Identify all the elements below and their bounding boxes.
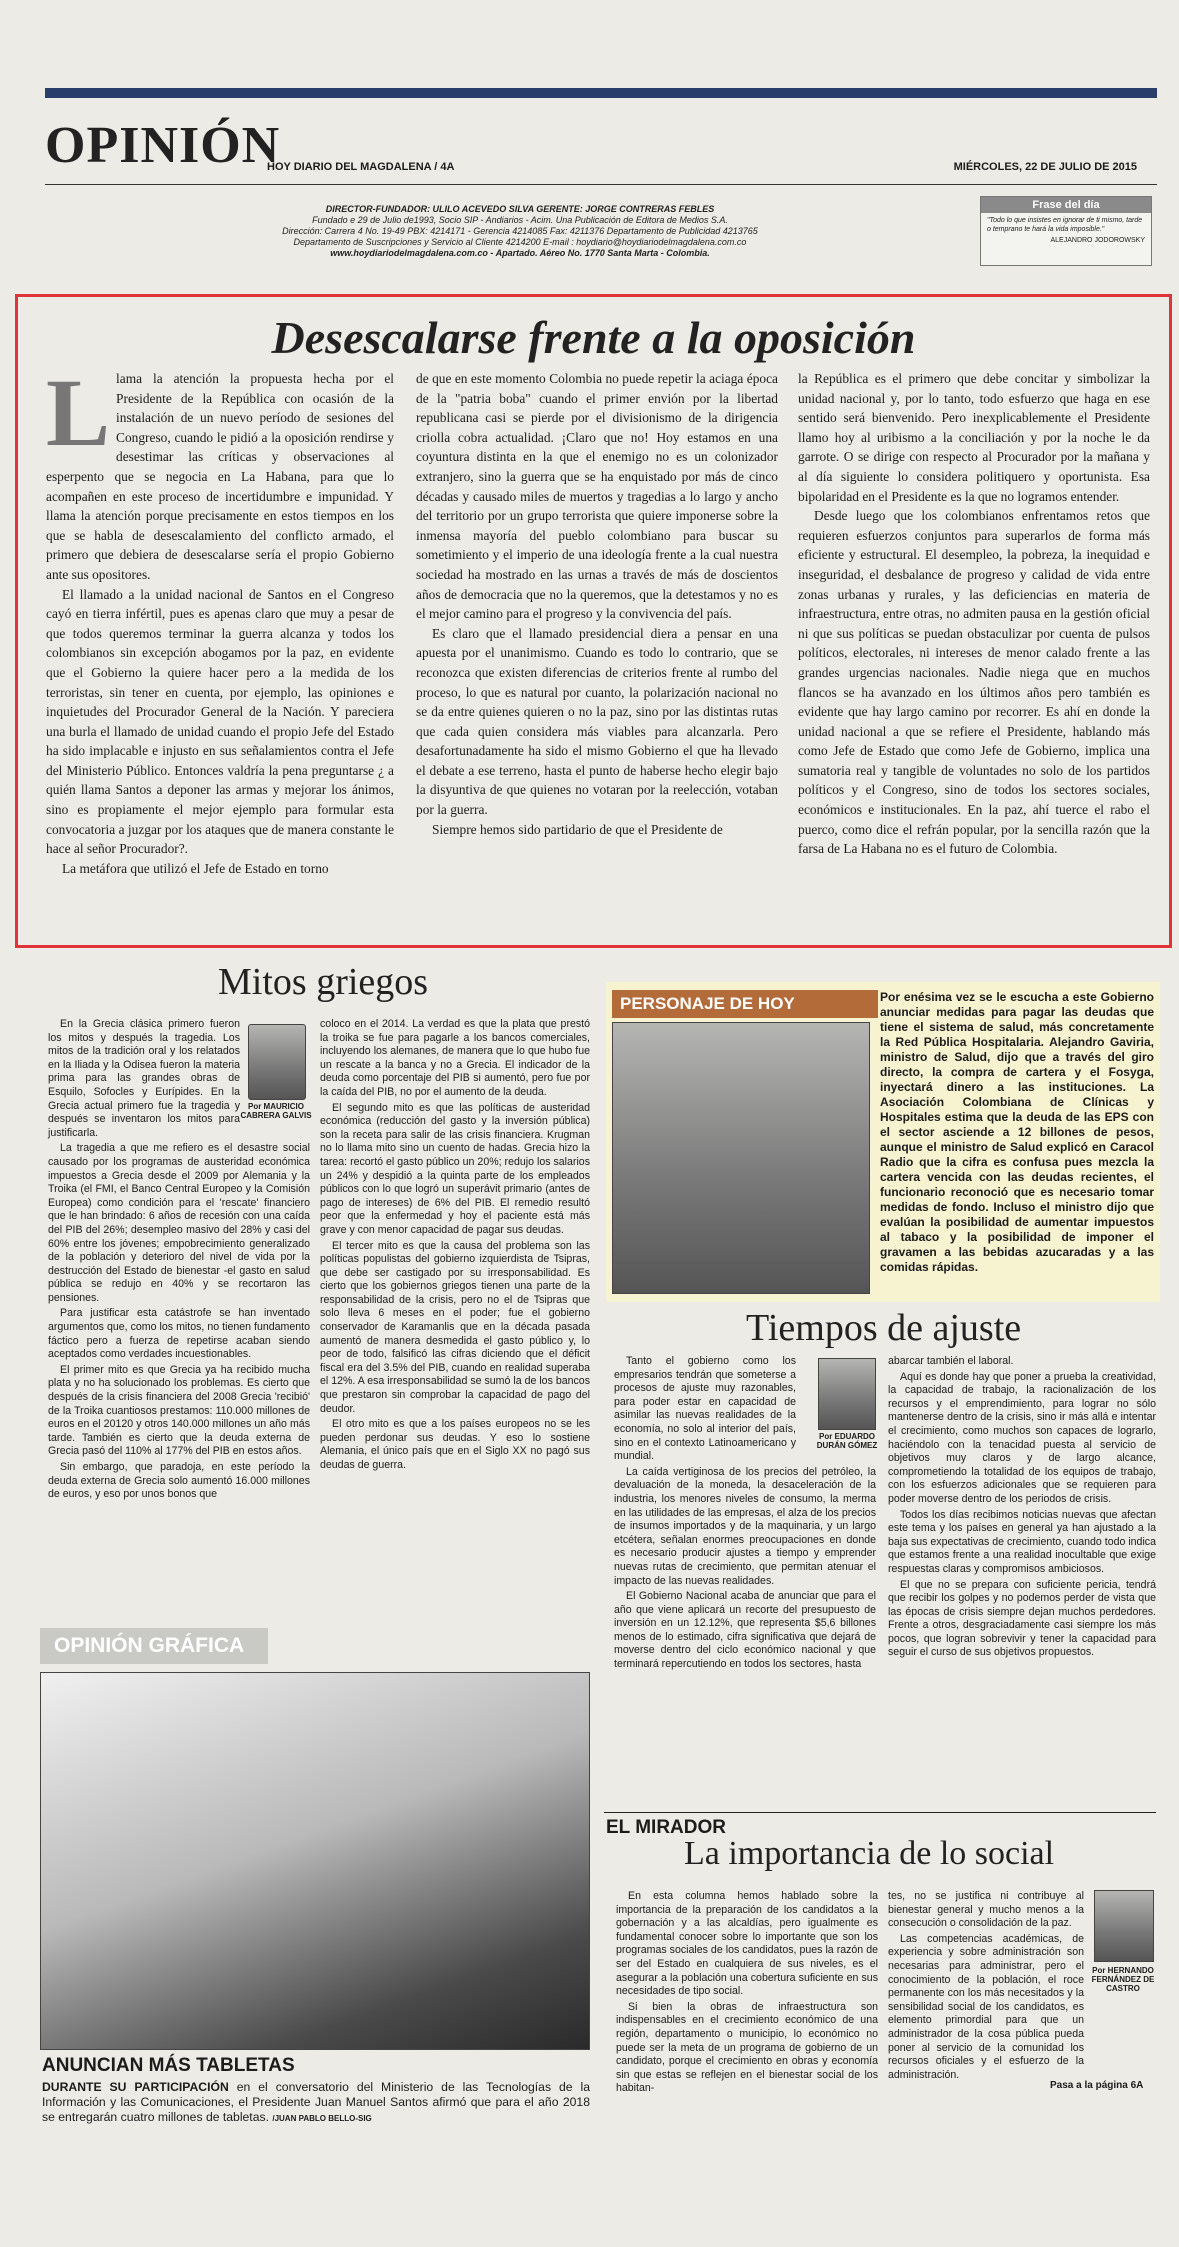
mitos-byline: Por MAURICIO CABRERA GALVIS — [240, 1102, 312, 1120]
paragraph: tes, no se justifica ni contribuye al bienestar general y mucho menos a la consecución o consolidación de la paz. — [888, 1890, 1084, 1930]
staff-line: Dirección: Carrera 4 No. 19-49 PBX: 4214171 - Gerencia 4214085 Fax: 4211376 Departamento de Publicidad 4213765 — [282, 226, 758, 236]
mitos-column-1 — [48, 1018, 310, 1504]
editorial-column-2 — [416, 369, 778, 839]
paragraph: de que en este momento Colombia no puede repetir la aciaga época de la "patria boba" cuando el primer envión por la libertad republicana casi se pierde por el divisionismo de la dirigencia criolla cobra actualidad. ¡Claro que no! Hoy estamos en una coyuntura distinta en la que el enemigo no es un colonizador extranjero, sino la guerra que se ha enquistado por más de cinco décadas y causado miles de muertos y tragedias a lo largo y ancho del territorio por un grupo terrorista que quiere imponerse sobre la inmensa mayoría del pueblo colombiano para buscar su sometimiento y el imperio de una ideología frente a la cual nuestra sociedad ha mostrado en las urnas a través de más de doscientos años de democracia que no la queremos, que la detestamos y no es el mejor camino para el progreso y la convivencia del país. — [416, 371, 778, 622]
paragraph: El que no se prepara con suficiente pericia, tendrá que recibir los golpes y no podemos perder de vista que las épocas de crisis siempre dejan muchos perdedores. Frente a otros, desgraciadamente casi siempre los más pocos, que logran sobrevivir y tener la capacidad para seguir el curso de sus objetivos propuestos. — [888, 1578, 1156, 1659]
paragraph: coloco en el 2014. La verdad es que la plata que prestó la troika se fue para pagarle a los bancos comerciales, incluyendo los alemanes, de manera que lo que hubo fue un rescate a la banca y no a Grecia. El indicador de la deuda como porcentaje del PIB si aumentó, pero fue por la caída del PIB, no por el aumento de la deuda. — [320, 1018, 590, 1098]
grafica-label: OPINIÓN GRÁFICA — [40, 1628, 268, 1664]
grafica-caption: en el conversatorio del Ministerio de las Tecnologías de la Información y las Comunicaciones, el Presidente Juan Manuel Santos afirmó que para el año 2018 se entregarán cuatro millones de tabletas. — [42, 2080, 591, 2124]
paragraph: En esta columna hemos hablado sobre la importancia de la preparación de los candidatos a la gobernación y a las alcaldías, pero igualmente es fundamental conocer sobre lo importante que son los programas sociales de los candidatos, pues la razón de ser del Estado en cualquiera de sus niveles, es el asegurar a la población una cobertura suficiente en sus necesidades de tipo social. — [616, 1890, 878, 1998]
editorial-box — [15, 294, 1172, 948]
staff-line: DIRECTOR-FUNDADOR: ULILO ACEVEDO SILVA GERENTE: JORGE CONTRERAS FEBLES — [325, 204, 715, 214]
tiempos-byline: Por EDUARDO DURÁN GÓMEZ — [816, 1432, 878, 1450]
quote-of-day — [980, 196, 1152, 266]
mirador-column-2 — [888, 1890, 1084, 2084]
staff-line: Fundado e 29 de Julio de1993, Socio SIP - Andiarios - Acim. Una Publicación de Editora de Medios S.A. — [312, 215, 728, 225]
paragraph: Aquí es donde hay que poner a prueba la creatividad, la capacidad de trabajo, la racionalización de los recursos y el emprendimiento, para lograr no sólo mantenerse dentro de la crisis, sino ir más allá e intentar el crecimiento, como muchos son capaces de lograrlo, haciéndolo con la tenacidad puesta al servicio de objetivos muy claros y de largo alcance, comprometiendo la totalidad de los equipos de trabajo, con los esfuerzos adicionales que se requieren para poder moverse dentro de los periodos de crisis. — [888, 1370, 1156, 1505]
editorial-title: Desescalarse frente a la oposición — [271, 312, 916, 363]
editorial-column-1 — [46, 359, 394, 878]
paragraph: Todos los días recibimos noticias nuevas que afectan este tema y los países en general ya han ajustado a la baja sus expectativas de crecimiento, cuando todo indica que estamos frente a una realidad inocultable que exige respuestas claras y compromisos ambiciosos. — [888, 1508, 1156, 1575]
masthead — [45, 106, 1157, 185]
paragraph: abarcar también el laboral. — [888, 1355, 1014, 1367]
grafica-credit: /JUAN PABLO BELLO-SIG — [272, 2114, 372, 2123]
paragraph: la República es el primero que debe concitar y simbolizar la unidad nacional y, por lo tanto, todo esfuerzo que haga en ese sentido será bienvenido. Pero inexplicablemente el Presidente llamo hoy al uribismo a la conciliación y por la noche le da garrote. O se dirige con respecto al Procurador por la mañana y al día siguiente lo considera politiquero y oportunista. Esa bipolaridad en el Presidente es la que no logramos entender. — [798, 371, 1150, 504]
mitos-title: Mitos griegos — [218, 961, 429, 1003]
editorial-column-3 — [798, 369, 1150, 859]
author-photo — [818, 1358, 876, 1430]
quote-author: ALEJANDRO JODOROWSKY — [1050, 237, 1145, 244]
paragraph: El otro mito es que a los países europeos no se les pueden perdonar sus deudas. Y eso lo sostiene Alemania, el único país que en el Siglo XX no pagó sus deudas de guerra. — [320, 1418, 590, 1471]
paragraph: El llamado a la unidad nacional de Santos en el Congreso cayó en tierra infértil, pues es apenas claro que muy a pesar de que todos queremos terminar la guerra alcanza y todos los colombianos sin excepción abogamos por la paz, en evidente que el Gobierno la quiere hacer pero a la medida de los terroristas, sin tener en cuenta, por ejemplo, las opiniones e inquietudes del Procurador General de la Nación. Y pareciera una burla el llamado de unidad cuando el propio Jefe del Estado ha sido implacable e injusto en sus señalamientos contra el Jefe del Ministerio Público. Entonces valdría la pena preguntarse ¿ a quién llama Santos a deponer las armas y mejorar los ánimos, sino es propiamente el mejor ejemplo para formular esta convocatoria a juzgar por los ataques que de manera constante le hace al señor Procurador?. — [46, 586, 394, 857]
paragraph: El primer mito es que Grecia ya ha recibido mucha plata y no ha solucionado los problemas. Es cierto que después de la crisis financiera del 2008 Grecia 'recibió' de la Troika cuantiosos prestamos: 110.000 millones de euros en el 20120 y otros 140.000 millones un año más tarde. También es cierto que la deuda externa de Grecia pasó del 110% al 177% del PIB en estos años. — [48, 1363, 310, 1458]
paragraph: Si bien la obras de infraestructura son indispensables en el crecimiento económico de una región, departamento o municipio, lo económico no puede ser la meta de un programa de gobierno de un candidato, porque el crecimiento en obras y economía sin que estas se reflejen en el bienestar social de los habitan- — [616, 2000, 878, 2095]
paragraph: Para justificar esta catástrofe se han inventado argumentos que, como los mitos, no tienen fundamento fáctico pero a fuerza de repetirse acaban siendo aceptados como verdades incuestionables. — [48, 1307, 310, 1361]
personaje-text: Por enésima vez se le escucha a este Gobierno anunciar medidas para pagar las deudas que tiene el sistema de salud, más concretamente la Red Pública Hospitalaria. Alejandro Gaviria, ministro de Salud, dijo que a través del giro directo, la compra de cartera y el Fosyga, inyectará dinero a las instituciones. La Asociación Colombiana de Clínicas y Hospitales estima que la deuda de las EPS con el sector asciende a 12 billones de pesos, aunque el ministro de Salud explicó en Caracol Radio que la cifra es confusa pues mezcla la cartera vencida con las deudas recientes, el funcionario reconoció que es necesario tomar medidas de fondo. Incluso el ministro dijo que evalúan la posibilidad de aumentar impuestos al tabaco y la posibilidad de imponer el gravamen a las bebidas azucaradas y a las comidas rápidas. — [880, 990, 1154, 1274]
staff-box — [230, 204, 810, 259]
mitos-column-2 — [320, 1018, 590, 1475]
section-title: OPINIÓN — [45, 117, 281, 174]
mirador-rule — [604, 1812, 1156, 1813]
issue-date: MIÉRCOLES, 22 DE JULIO DE 2015 — [953, 161, 1137, 173]
paper-name: HOY DIARIO DEL MAGDALENA / 4A — [267, 161, 455, 173]
paragraph: Es claro que el llamado presidencial diera a pensar en una apuesta por el unanimismo. Cuando es todo lo contrario, que se reconozca que existen diferencias de criterios frente al rumbo del proceso, lo que es natural por cuanto, la polarización nacional no se da entre quienes quieren o no la paz, sino por las distintas rutas que cada quien considera más viables para alcanzarla. Pero desafortunadamente ha sido el mismo Gobierno el que ha llevado el debate a ese terreno, hasta el punto de haberse hecho elegir bajo la disyuntiva de que quienes no votaran por la reelección, votaban por la guerra. — [416, 625, 778, 818]
mirador-byline: Por HERNANDO FERNÁNDEZ DE CASTRO — [1091, 1966, 1155, 1993]
paragraph: lama la atención la propuesta hecha por el Presidente de la República con ocasión de la instalación de un nuevo período de sesiones del Congreso, cuando le pidió a la oposición rendirse y desestimar las críticas y observaciones al esperpento que se negocia en La Habana, para que lo acompañen en este proceso de incertidumbre e impunidad. Y llama la atención porque precisamente en estos tiempos en los que se habla de desescalamiento del conflicto armado, el primero que debiera de desescalarse sería el propio Gobierno ante sus opositores. — [46, 371, 394, 582]
tiempos-column-2 — [888, 1355, 1156, 1662]
top-rule — [45, 88, 1157, 98]
paragraph: La caída vertiginosa de los precios del petróleo, la devaluación de la moneda, la desaceleración de la industria, los menores niveles de consumo, la merma en las utilidades de las empresas, el alza de los precios de insumos importados y de la maquinaria, y un largo etcétera, señalan enormes preocupaciones en donde es necesario producir ajustes a tiempo y emprender nuevas rutas de crecimiento, que permitan atenuar el impacto de las nuevas realidades. — [614, 1465, 876, 1587]
paragraph: Siempre hemos sido partidario de que el Presidente de — [432, 821, 723, 837]
mirador-jump[interactable]: Pasa a la página 6A — [1050, 2080, 1144, 2091]
paragraph: En la Grecia clásica primero fueron los mitos y después la tragedia. Los mitos de la tradición oral y los relatados en la Iliada y la Odisea fueron la materia prima para las grandes obras de Esquilo, Sofocles y Eurípides. En la Grecia actual primero fue la tragedia y después se inventaron los mitos para justificarla. — [48, 1018, 240, 1139]
paragraph: Tanto el gobierno como los empresarios tendrán que someterse a procesos de ajuste muy razonables, para poder estar en capacidad de asimilar las nuevas realidades de la economía, no solo al interior del país, sino en el contexto Latinoamericano y mundial. — [614, 1355, 796, 1463]
mirador-column-1 — [616, 1890, 878, 2098]
staff-line: Departamento de Suscripciones y Servicio al Cliente 4214200 E-mail : hoydiario@hoydiariodelmagdalena.com.co — [293, 237, 747, 247]
paragraph: El tercer mito es que la causa del problema son las políticas populistas del gobierno izquierdista de Tsipras, que debe ser castigado por su irresponsabilidad. Es cierto que los gobiernos griegos tienen una parte de la responsabilidad de la crisis, pero no el de Tsipras que solo lleva 6 meses en el poder; fue el gobierno conservador de Karamanlis que en la década pasada aumentó de manera desmedida el gasto público y, lo peor de todo, falsificó las cifras diciendo que el déficit fiscal era del 3.5% del PIB, cuando en realidad superaba el 12%. A esa irresponsabilidad se sumó la de los bancos que prestaron sin comprobar la capacidad de pago del deudor. — [320, 1239, 590, 1415]
personaje-photo — [612, 1022, 870, 1294]
mirador-label: EL MIRADOR — [606, 1817, 726, 1838]
quote-text: "Todo lo que insistes en ignorar de ti mismo, tarde o temprano te hará la vida imposible." — [987, 217, 1143, 233]
author-photo — [1094, 1890, 1154, 1962]
drop-cap: L — [46, 359, 111, 466]
grafica-caption-box — [42, 2080, 590, 2126]
tiempos-title: Tiempos de ajuste — [746, 1307, 1022, 1349]
paragraph: La tragedia a que me refiero es el desastre social causado por los programas de austeridad económica impuestos a Grecia desde el 2009 por Alemania y la Troika (el FMI, el Banco Central Europeo y la Comisión Europea) como condición para el 'rescate' financiero que le han brindado: 6 años de recesión con una caída del PIB del 26%; desempleo masivo del 28% y casi del 60% entre los jóvenes; empobrecimiento generalizado de la población y deterioro del nivel de vida por la destrucción del Estado de bienestar -el gasto en salud pública se redujo en 40% y se recortaron las pensiones. — [48, 1142, 310, 1304]
personaje-label: PERSONAJE DE HOY — [612, 990, 878, 1018]
paragraph: El Gobierno Nacional acaba de anunciar que para el año que viene aplicará un recorte del presupuesto de inversión en un 12.12%, que representa $5,6 billones menos de lo estimado, cifra significativa que dejará de moverse dentro del ciclo económico nacional y que terminará repercutiendo en todos los sectores, hasta — [614, 1590, 876, 1671]
grafica-headline: ANUNCIAN MÁS TABLETAS — [42, 2055, 295, 2076]
quote-title: Frase del día — [981, 197, 1151, 213]
paragraph: Las competencias académicas, de experiencia y sobre administración son necesarias para administrar, pero el conocimiento de la población, el roce permanente con los más necesitados y la sensibilidad social de los candidatos, es elemento primordial para que un administrador de la cosa pública pueda poner al servicio de la comunidad los recursos oficiales y el esfuerzo de la administración. — [888, 1932, 1084, 2081]
paragraph: Sin embargo, que paradoja, en este período la deuda externa de Grecia solo aumentó 16.000 millones de euros, y eso por unos bonos que — [48, 1461, 310, 1501]
paragraph: Desde luego que los colombianos enfrentamos retos que requieren esfuerzos conjuntos para superarlos de forma más eficiente y estructural. El desempleo, la pobreza, la inequidad e inseguridad, el desbalance de progreso y calidad de vida entre zonas urbanas y rurales, y las deficiencias en materia de infraestructura, entre otras, no admiten pausa en la gestión oficial ni que sus políticas se puedan obstaculizar por cuenta de pulsos políticos, electorales, ni intereses de menor calado frente a las grandes urgencias nacionales. Nadie niega que en muchos flancos se ha avanzado en los últimos años pero también es evidente que hay largo camino por recorrer. Es ahí en donde la unidad nacional a que se refiere el Presidente, hablando más como Jefe de Estado que como Jefe de Gobierno, implica una sumatoria real y tangible de voluntades no solo de los partidos políticos y el Congreso, sino de todos los sectores sociales, económicos e institucionales. En la paz, ahí tuerce el rabo el puerco, como dice el refrán popular, por la sencilla razón que la farsa de La Habana no es el futuro de Colombia. — [798, 508, 1150, 857]
paragraph: La metáfora que utilizó el Jefe de Estado en torno — [62, 860, 329, 876]
mirador-title: La importancia de lo social — [684, 1835, 1055, 1872]
grafica-photo — [40, 1672, 590, 2050]
grafica-lead: DURANTE SU PARTICIPACIÓN — [42, 2080, 229, 2094]
staff-line: www.hoydiariodelmagdalena.com.co - Apartado. Aéreo No. 1770 Santa Marta - Colombia. — [330, 248, 710, 258]
paragraph: El segundo mito es que las políticas de austeridad económica (reducción del gasto y la inversión pública) son la receta para salir de las crisis financiera. Krugman no lo llama mito sino un cuento de hadas. Grecia hizo la tarea: recortó el gasto público un 20%; redujo los salarios un 24% y despidió a la quinta parte de los empleados públicos con lo que logró un superávit primario (antes de pago de intereses) de 6% del PIB. El remedio resultó peor que la enfermedad y hoy el paciente está más grave y con menor capacidad de pagar sus deudas. — [320, 1101, 590, 1236]
